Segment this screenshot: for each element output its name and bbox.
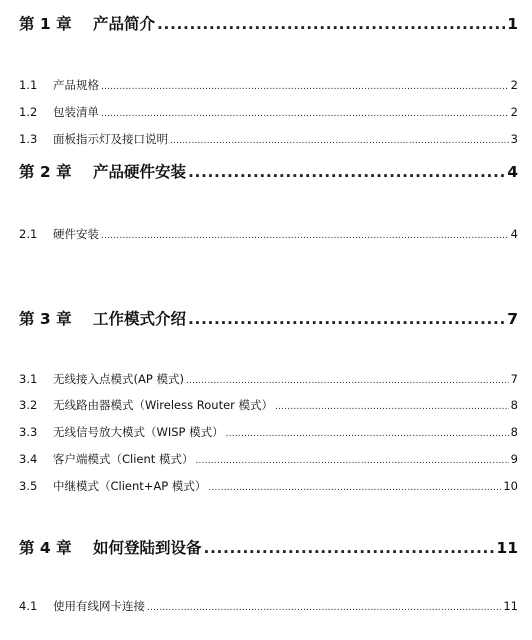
toc-section-3-1[interactable] bbox=[19, 371, 518, 387]
section-title: 包装清单 bbox=[53, 105, 99, 119]
section-number: 1.3 bbox=[19, 132, 38, 146]
page-number: 8 bbox=[510, 398, 518, 412]
toc-section-2-1[interactable] bbox=[19, 226, 518, 242]
chapter-title: 产品硬件安装 bbox=[93, 163, 187, 181]
section-number: 2.1 bbox=[19, 227, 38, 241]
toc-section-3-2[interactable] bbox=[19, 397, 518, 413]
page-number: 11 bbox=[496, 539, 518, 557]
toc-section-1-1[interactable] bbox=[19, 77, 518, 93]
section-number: 3.4 bbox=[19, 452, 38, 466]
dot-leader bbox=[170, 136, 509, 146]
dot-leader bbox=[188, 163, 505, 181]
section-title: 无线路由器模式（Wireless Router 模式） bbox=[53, 398, 274, 412]
page-number: 4 bbox=[510, 227, 518, 241]
section-number: 1.1 bbox=[19, 78, 38, 92]
page-number: 7 bbox=[507, 310, 518, 328]
page-number: 1 bbox=[507, 15, 518, 33]
dot-leader bbox=[195, 456, 508, 466]
page-number: 2 bbox=[510, 105, 518, 119]
dot-leader bbox=[188, 310, 505, 328]
section-title: 无线接入点模式(AP 模式) bbox=[53, 372, 184, 386]
toc-section-1-3[interactable] bbox=[19, 131, 518, 147]
toc-section-4-1[interactable] bbox=[19, 598, 518, 614]
page-number: 3 bbox=[510, 132, 518, 146]
chapter-number: 第 3 章 bbox=[19, 310, 72, 328]
page-number: 11 bbox=[503, 599, 518, 613]
section-title: 中继模式（Client+AP 模式） bbox=[53, 479, 207, 493]
toc-chapter-4[interactable] bbox=[19, 536, 518, 558]
chapter-number: 第 4 章 bbox=[19, 539, 72, 557]
chapter-number: 第 1 章 bbox=[19, 15, 72, 33]
section-title: 使用有线网卡连接 bbox=[53, 599, 145, 613]
page-number: 2 bbox=[510, 78, 518, 92]
section-number: 3.2 bbox=[19, 398, 38, 412]
page-number: 10 bbox=[503, 479, 518, 493]
dot-leader bbox=[186, 376, 509, 386]
chapter-title: 工作模式介绍 bbox=[93, 310, 187, 328]
section-number: 3.1 bbox=[19, 372, 38, 386]
toc-chapter-3[interactable] bbox=[19, 307, 518, 329]
section-number: 3.5 bbox=[19, 479, 38, 493]
toc-section-3-3[interactable] bbox=[19, 424, 518, 440]
page-number: 9 bbox=[510, 452, 518, 466]
chapter-number: 第 2 章 bbox=[19, 163, 72, 181]
table-of-contents bbox=[19, 0, 518, 640]
dot-leader bbox=[204, 539, 495, 557]
dot-leader bbox=[147, 603, 501, 613]
section-title: 客户端模式（Client 模式） bbox=[53, 452, 194, 466]
section-title: 产品规格 bbox=[53, 78, 99, 92]
dot-leader bbox=[157, 15, 505, 33]
dot-leader bbox=[101, 109, 509, 119]
toc-section-3-5[interactable] bbox=[19, 478, 518, 494]
dot-leader bbox=[101, 231, 509, 241]
dot-leader bbox=[275, 402, 509, 412]
page-number: 8 bbox=[510, 425, 518, 439]
toc-chapter-1[interactable] bbox=[19, 12, 518, 34]
section-number: 4.1 bbox=[19, 599, 38, 613]
section-title: 硬件安装 bbox=[53, 227, 99, 241]
dot-leader bbox=[208, 483, 501, 493]
page-number: 7 bbox=[510, 372, 518, 386]
toc-section-3-4[interactable] bbox=[19, 451, 518, 467]
section-number: 1.2 bbox=[19, 105, 38, 119]
chapter-title: 产品简介 bbox=[93, 15, 156, 33]
toc-chapter-2[interactable] bbox=[19, 160, 518, 182]
section-title: 无线信号放大模式（WISP 模式） bbox=[53, 425, 224, 439]
section-title: 面板指示灯及接口说明 bbox=[53, 132, 168, 146]
toc-section-1-2[interactable] bbox=[19, 104, 518, 120]
page-number: 4 bbox=[507, 163, 518, 181]
dot-leader bbox=[101, 82, 509, 92]
section-number: 3.3 bbox=[19, 425, 38, 439]
dot-leader bbox=[226, 429, 509, 439]
chapter-title: 如何登陆到设备 bbox=[93, 539, 202, 557]
